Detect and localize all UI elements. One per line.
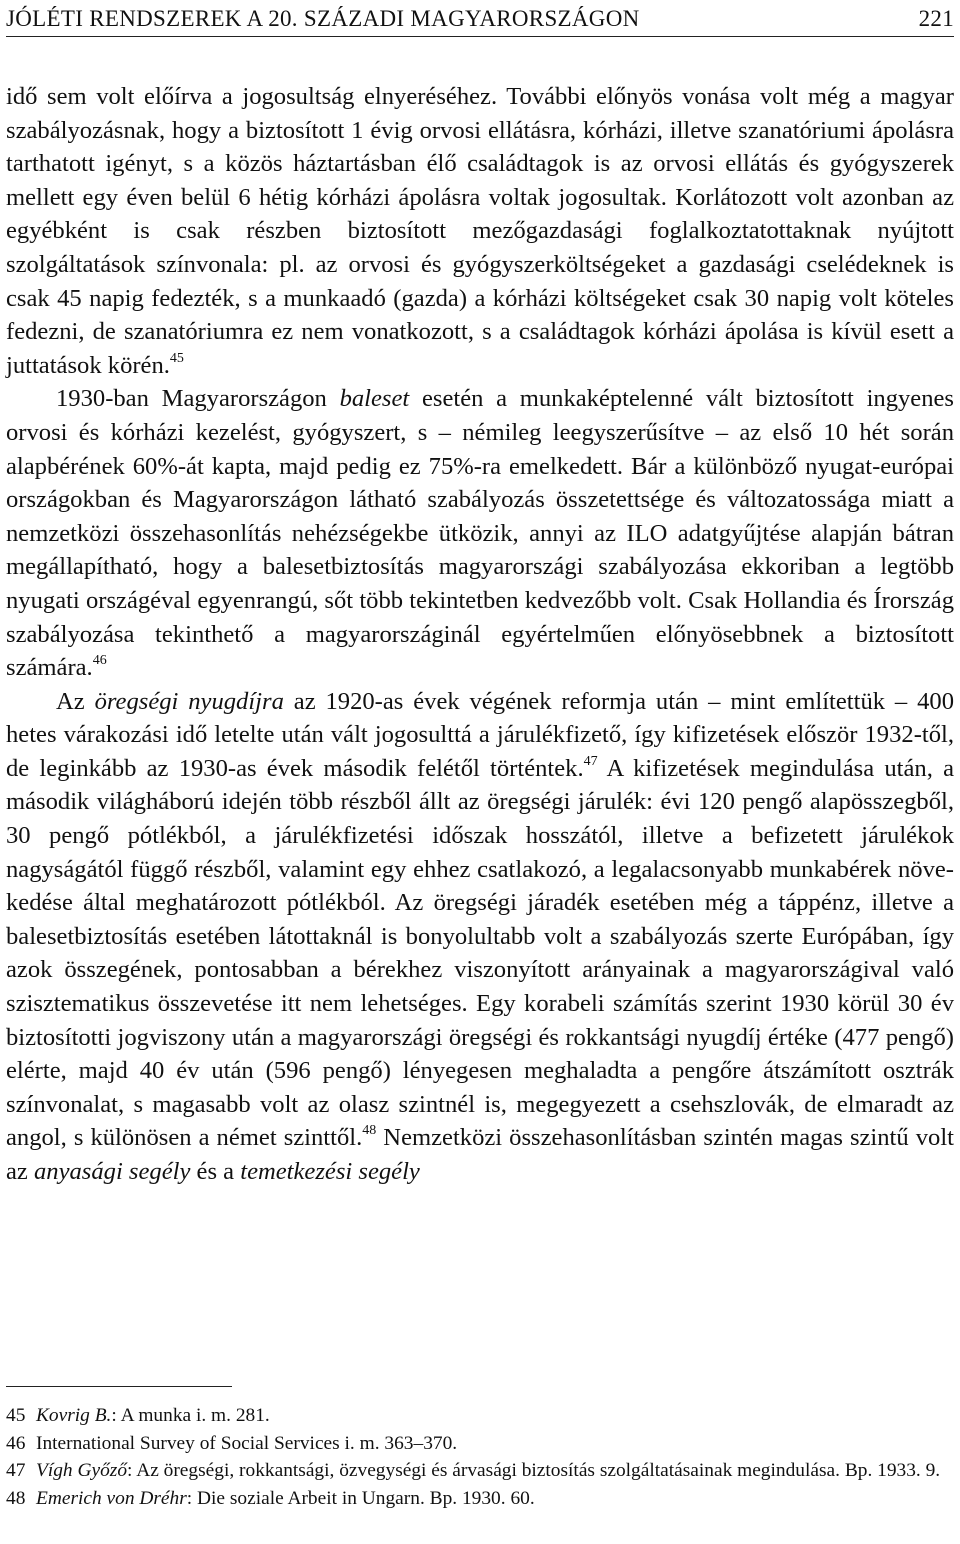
footnote-divider bbox=[6, 1386, 232, 1387]
footnote-text: International Survey of Social Services i. m. 363–370. bbox=[36, 1432, 458, 1454]
italic-term-anyasagi-segely: anyasági segély bbox=[33, 1158, 191, 1185]
paragraph-3-text-cont-2: A kifizetések megindulása után, a második világháború idején több részből állt az öregségi járulék: évi 120 pengő alapösszegből, 30 pengő pótlékból, a járulékfizetési időszak hosszától, illetve a befizetett járulékok nagyságától függő részből, valamint egy ehhez csatlakozó, a legalacsonyabb munkabérek növekedése által meghatározott pótlékból. Az öregségi járadék esetében még a táppénz, illetve a balesetbiztosítás esetében látottaknál is bonyolultabb volt a szabályozás szerte Európában, így azok összegének, pontosabban a bérekhez viszonyított arányainak a magyarországival való szisztematikus összevetése itt nem lehetséges. Egy korabeli számítás szerint 1930 körül 30 év biztosítotti jogviszony után a magyarországi öregségi és rokkantsági nyugdíj értéke (477 pengő) elérte, majd 40 év után (596 pengő) lényegesen meghaladta a pengőre átszámított osztrák színvonalat, s magasabb volt az olasz szintnél is, megegyezett a csehszlovák, de elmaradt az angol, s különösen a német szinttől. bbox=[6, 754, 955, 1152]
footnote-text: : Die soziale Arbeit in Ungarn. Bp. 1930. 60. bbox=[186, 1487, 535, 1509]
footnote-text: : A munka i. m. 281. bbox=[111, 1405, 270, 1426]
italic-term-oregsegi-nyugdij: öregségi nyugdíjra bbox=[94, 687, 284, 715]
footnote-number: 48 bbox=[6, 1487, 26, 1509]
main-text bbox=[6, 80, 954, 1189]
running-header bbox=[6, 4, 954, 37]
footnote-45 bbox=[6, 1402, 954, 1430]
paragraph-1 bbox=[6, 80, 954, 382]
paragraph-3-text-cont-4: és a bbox=[190, 1158, 241, 1185]
footnotes bbox=[6, 1402, 954, 1512]
italic-term-baleset: baleset bbox=[339, 385, 410, 413]
paragraph-3-text-cont-3: Nemzetközi összehasonlításban szintén magas szintű volt az bbox=[6, 1124, 954, 1185]
footnote-ref-47[interactable]: 47 bbox=[583, 753, 598, 769]
footnote-ref-48[interactable]: 48 bbox=[362, 1123, 377, 1139]
footnote-author: Kovrig B. bbox=[36, 1405, 112, 1426]
paragraph-3 bbox=[6, 685, 954, 1189]
paragraph-2-text: 1930-ban Magyarországon bbox=[56, 385, 340, 413]
footnote-ref-45[interactable]: 45 bbox=[169, 350, 184, 366]
paragraph-3-text-cont: az 1920-as évek végének reformja után – mint említettük – 400 hetes várakozási idő letelte után vált jogosulttá a járulékfizető, így kifizetések először 1932-től, de leginkább az 1930-as évek második felétől történtek. bbox=[6, 687, 954, 782]
footnote-47 bbox=[6, 1457, 954, 1485]
page-number: 221 bbox=[918, 6, 954, 31]
paragraph-1-text: idő sem volt előírva a jogosultság elnyeréséhez. További előnyös vonása volt még a magyar szabályozásnak, hogy a biztosított 1 évig orvosi ellátásra, kórházi, illetve szanatóriumi ápolásra tarthatott igényt, s a közös háztartásban élő családtagok is az orvosi ellátás és gyógyszerek mellett egy éven belül 6 hétig kórházi ápolásra voltak jogosultak. Korlátozott volt azonban az egyébként is csak részben biztosított mezőgazdasági foglalkoztatottaknak nyújtott szolgáltatások színvonala: pl. az orvosi és gyógyszerköltségeket a gazdasági cselédeknek is csak 45 napig fedezték, s a munkaadó (gazda) a kórházi költségeket csak 30 napig volt köteles fedezni, de szanatóriumra ez nem vonatkozott, s a családtagok kórházi ápolása is kívül esett a juttatások körén. bbox=[6, 83, 954, 379]
paragraph-2 bbox=[6, 382, 954, 684]
footnote-number: 45 bbox=[6, 1405, 26, 1426]
running-title: JÓLÉTI RENDSZEREK A 20. SZÁZADI MAGYARORSZÁGON bbox=[6, 6, 640, 31]
footnote-author: Emerich von Dréhr bbox=[36, 1487, 187, 1509]
italic-term-temetkezesi-segely: temetkezési segély bbox=[240, 1158, 420, 1185]
footnote-text: : Az öregségi, rokkantsági, özvegységi és árvasági biztosítás szolgáltatásainak megindulása. Bp. 1933. 9. bbox=[127, 1460, 941, 1481]
footnote-number: 47 bbox=[6, 1460, 26, 1481]
paragraph-2-text-cont: esetén a munkaképtelenné vált biztosított ingyenes orvosi és kórházi kezelést, gyógyszert, s – némileg leegyszerűsítve – az első 10 hét során alapbérének 60%-át kapta, majd pedig ez 75%-ra emelkedett. Bár a különböző nyugat-európai országokban és Magyarországon látható szabályozás összetettsége és változatossága miatt a nemzetközi összehasonlítás nehézségekbe ütközik, annyi az ILO adatgyűjtése alapján bátran megállapítható, hogy a balesetbiztosítás magyarországi szabályozása ekkoriban a legtöbb nyugati országéval egyenrangú, sőt több tekintetben kedvezőbb volt. Csak Hollandia és Írország szabályozása tekinthető a magyarországinál egyértelműen előnyösebbnek a biztosított számára. bbox=[6, 385, 954, 682]
footnote-46 bbox=[6, 1430, 954, 1458]
paragraph-3-text: Az bbox=[56, 687, 95, 715]
footnote-48 bbox=[6, 1485, 954, 1513]
footnote-author: Vígh Győző bbox=[36, 1460, 128, 1481]
footnote-number: 46 bbox=[6, 1432, 26, 1454]
footnote-ref-46[interactable]: 46 bbox=[92, 653, 107, 669]
